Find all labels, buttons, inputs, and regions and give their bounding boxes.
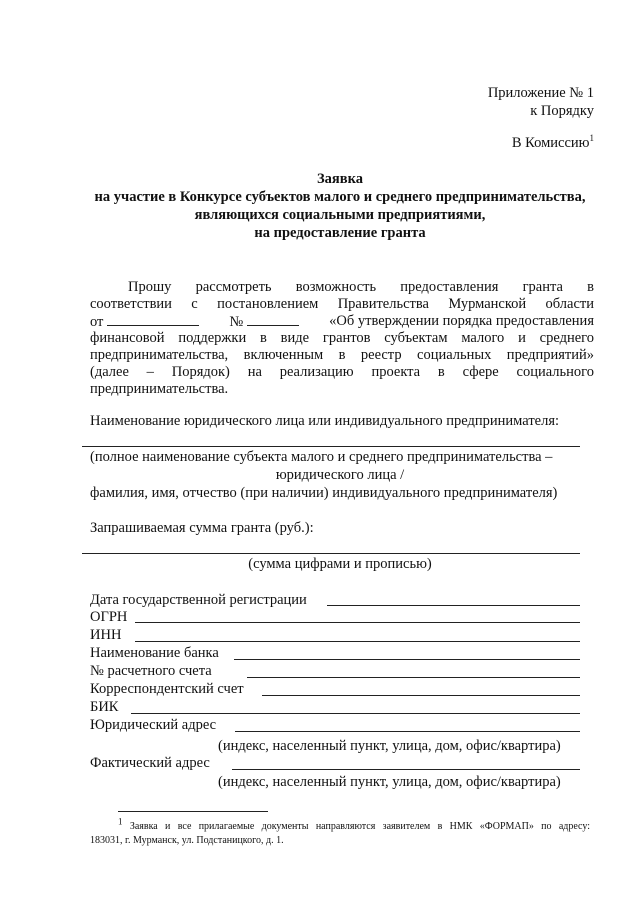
title-line-3: являющихся социальными предприятиями, (194, 207, 486, 223)
addressee (512, 135, 594, 152)
ogrn-label: ОГРН (90, 609, 128, 625)
footnote-line-2: 183031, г. Мурманск, ул. Подстаницкого, д. 1. (90, 835, 284, 846)
body-line-5: предпринимательства, включенным в реестр социальных предприятий» (90, 347, 594, 363)
body-line-7: предпринимательства. (90, 381, 229, 397)
decree-number-block (229, 313, 298, 331)
appendix-to-order: к Порядку (530, 103, 594, 119)
account-field[interactable] (247, 677, 580, 678)
ogrn-field[interactable] (135, 622, 580, 623)
corr-account-field[interactable] (262, 695, 580, 696)
inn-field[interactable] (135, 641, 580, 642)
footnote-text-1: Заявка и все прилагаемые документы направляются заявителем в НМК «ФОРМАП» по адресу: (129, 821, 591, 832)
appendix-number: Приложение № 1 (487, 85, 594, 101)
corr-account-label: Корреспондентский счет (90, 681, 244, 697)
actual-address-hint: (индекс, населенный пункт, улица, дом, офис/квартира) (218, 774, 561, 790)
from-label: от (90, 314, 104, 330)
legal-address-field[interactable] (235, 731, 580, 732)
footnote-mark: 1 (118, 816, 123, 827)
reg-date-label: Дата государственной регистрации (90, 592, 307, 608)
title-word: Заявка (317, 171, 363, 187)
body-line-6: (далее – Порядок) на реализацию проекта в сфере социального (90, 364, 594, 380)
applicant-hint-1: (полное наименование субъекта малого и среднего предпринимательства – (90, 449, 553, 465)
number-label: № (229, 314, 244, 330)
body-line-1: Прошу рассмотреть возможность предоставления гранта в (128, 279, 594, 295)
decree-number-blank[interactable] (247, 313, 299, 326)
applicant-hint-2: юридического лица / (275, 467, 405, 483)
grant-amount-field[interactable] (82, 553, 580, 554)
bank-field[interactable] (234, 659, 580, 660)
inn-label: ИНН (90, 627, 122, 643)
decree-date-block (90, 313, 199, 331)
bik-field[interactable] (131, 713, 580, 714)
applicant-name-label: Наименование юридического лица или индивидуального предпринимателя: (90, 413, 560, 429)
body-line-4: финансовой поддержки в виде грантов субъектам малого и среднего (90, 330, 594, 346)
decree-date-blank[interactable] (107, 313, 199, 326)
reg-date-field[interactable] (327, 605, 580, 606)
actual-address-label: Фактический адрес (90, 755, 210, 771)
footnote-ref: 1 (589, 133, 594, 144)
applicant-name-field[interactable] (82, 446, 580, 447)
addressee-text: В Комиссию (511, 135, 590, 151)
account-label: № расчетного счета (90, 663, 212, 679)
decree-title-start: «Об утверждении порядка предоставления (329, 313, 594, 329)
body-line-3 (90, 313, 594, 331)
bank-label: Наименование банка (90, 645, 219, 661)
title-line-2: на участие в Конкурсе субъектов малого и среднего предпринимательства, (94, 189, 586, 205)
actual-address-field[interactable] (232, 769, 580, 770)
legal-address-label: Юридический адрес (90, 717, 217, 733)
grant-amount-hint: (сумма цифрами и прописью) (248, 556, 432, 572)
grant-amount-label: Запрашиваемая сумма гранта (руб.): (90, 520, 314, 536)
body-line-2: соответствии с постановлением Правительства Мурманской области (90, 296, 594, 312)
applicant-hint-3: фамилия, имя, отчество (при наличии) индивидуального предпринимателя) (90, 485, 558, 501)
footnote-separator (118, 811, 268, 812)
title-line-4: на предоставление гранта (254, 225, 426, 241)
legal-address-hint: (индекс, населенный пункт, улица, дом, офис/квартира) (218, 738, 561, 754)
footnote-line-1 (90, 816, 591, 833)
bik-label: БИК (90, 699, 119, 715)
